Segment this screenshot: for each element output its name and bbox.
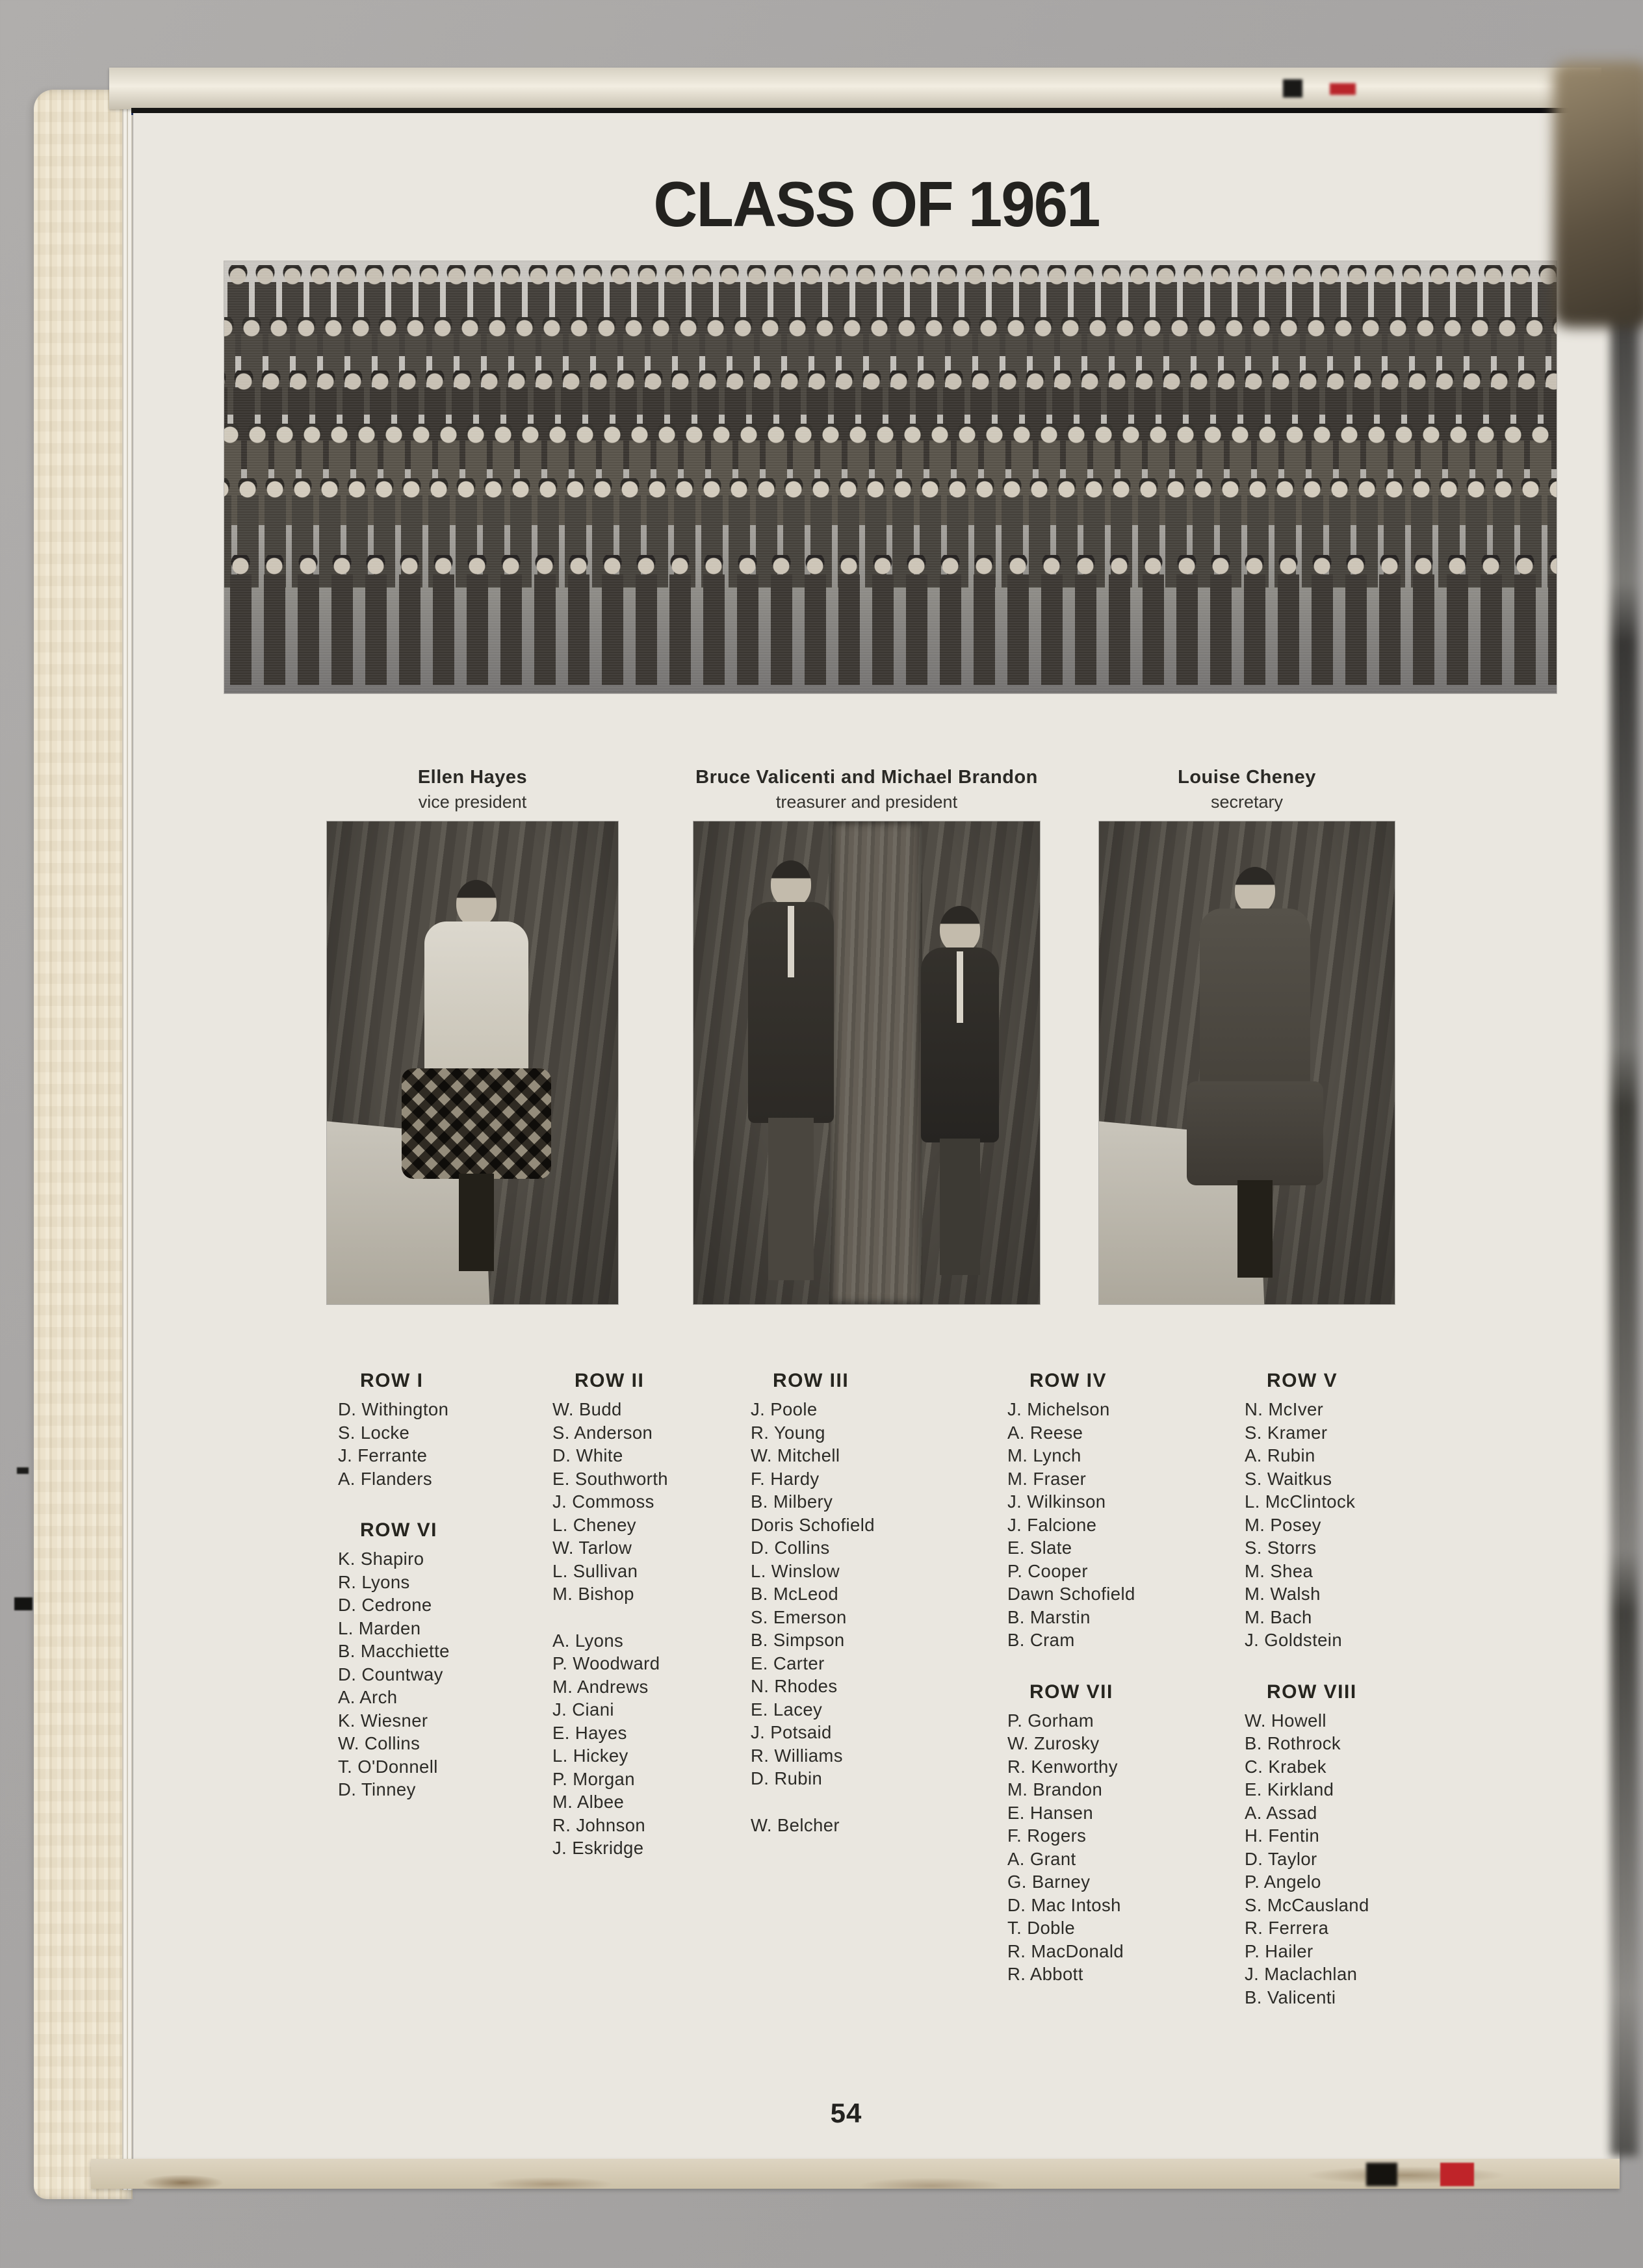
roster-name: M. Bishop [552,1584,634,1604]
roster-name: Doris Schofield [751,1514,875,1535]
roster-name: M. Albee [552,1792,625,1812]
roster-name: E. Hayes [552,1722,627,1743]
roster-name: L. Hickey [552,1746,628,1766]
roster-name: R. Johnson [552,1814,646,1835]
roster-section [1007,1369,1202,1652]
roster-section [751,1369,946,1836]
roster-name: D. Mac Intosh [1007,1894,1121,1915]
roster-section [1245,1681,1440,2009]
roster-name: P. Angelo [1245,1872,1321,1892]
roster-column [1245,1369,1440,2009]
roster-column [751,1369,946,1836]
roster-heading: ROW II [575,1370,645,1391]
caption-secretary [1099,764,1395,814]
roster-name: W. Tarlow [552,1538,632,1558]
roster-name: J. Ciani [552,1699,614,1720]
person-legs [1237,1180,1273,1278]
roster-group [1245,1709,1440,2009]
person-figure [405,880,548,1283]
portrait-photo-valicenti-brandon [693,821,1040,1304]
roster-group [1007,1398,1202,1652]
roster-group [751,1814,946,1837]
roster-name: D. Withington [338,1399,449,1419]
red-ink-mark [1330,83,1356,95]
person-head [456,880,497,927]
roster-heading: ROW III [773,1370,849,1391]
roster-name: W. Zurosky [1007,1733,1100,1753]
roster-group [338,1547,533,1801]
roster-name: S. McCausland [1245,1894,1369,1915]
roster-name: S. Waitkus [1245,1468,1332,1489]
roster-name: E. Southworth [552,1468,668,1489]
roster-name: P. Woodward [552,1653,660,1673]
roster-name: D. White [552,1445,623,1465]
roster-group [552,1398,747,1606]
roster-heading: ROW VIII [1267,1681,1357,1703]
roster-name: B. Cram [1007,1630,1075,1650]
roster-name: S. Kramer [1245,1422,1328,1443]
roster-name: A. Assad [1245,1802,1317,1823]
roster-section [1007,1681,1202,1986]
person-head [771,860,811,907]
roster-name: L. McClintock [1245,1491,1356,1512]
roster-name: D. Tinney [338,1779,416,1799]
red-ink-mark [1440,2163,1474,2186]
roster-column [1007,1369,1202,1986]
roster-name: G. Barney [1007,1872,1091,1892]
person-legs [768,1118,814,1280]
roster-name: A. Grant [1007,1848,1076,1869]
roster-name: A. Flanders [338,1468,433,1489]
ink-mark [1366,2163,1397,2186]
roster-name: P. Cooper [1007,1560,1088,1581]
class-group-photo [224,261,1557,693]
roster-name: T. Doble [1007,1918,1076,1938]
ink-mark [17,1467,29,1474]
roster-name: J. Poole [751,1399,818,1419]
roster-name: C. Krabek [1245,1756,1326,1777]
roster-name: D. Cedrone [338,1595,432,1615]
roster-name: D. Collins [751,1538,830,1558]
roster-name: R. Williams [751,1745,843,1766]
roster-name: M. Shea [1245,1560,1313,1581]
roster-name: J. Falcione [1007,1514,1097,1535]
tie [788,906,794,977]
roster-name: W. Howell [1245,1710,1326,1731]
roster-group [1245,1398,1440,1652]
person-figure [908,906,1012,1283]
yearbook-page [133,113,1620,2159]
roster-name: F. Hardy [751,1468,820,1489]
roster-heading: ROW VII [1029,1681,1113,1703]
roster-name: H. Fentin [1245,1825,1320,1846]
roster-name: A. Lyons [552,1630,624,1651]
roster-name: R. Abbott [1007,1964,1083,1984]
roster-section [338,1519,533,1801]
roster-name: R. Ferrera [1245,1918,1329,1938]
person-legs [940,1139,980,1275]
person-figure [1184,867,1326,1283]
person-torso [1200,908,1310,1090]
roster-name: R. Lyons [338,1571,410,1592]
roster-name: J. Wilkinson [1007,1491,1106,1512]
roster-name: L. Winslow [751,1560,840,1581]
roster-name: E. Slate [1007,1538,1072,1558]
roster-name: N. Rhodes [751,1676,838,1696]
roster-name: A. Reese [1007,1422,1083,1443]
skirt [1187,1081,1323,1185]
roster-name: J. Michelson [1007,1399,1110,1419]
roster-name: P. Hailer [1245,1940,1313,1961]
roster-group [338,1398,533,1490]
roster-name: W. Belcher [751,1814,840,1835]
book-page-stack-top [109,68,1601,109]
portrait-photo-louise-cheney [1099,821,1395,1304]
person-torso [424,921,528,1077]
roster-name: M. Andrews [552,1676,649,1697]
roster-name: M. Walsh [1245,1584,1321,1604]
officer-role: vice president [418,792,527,812]
roster-name: M. Lynch [1007,1445,1081,1465]
roster-name: B. Marstin [1007,1606,1091,1627]
roster-name: B. Macchiette [338,1641,450,1661]
roster-name: D. Rubin [751,1768,823,1788]
officer-role: secretary [1210,792,1284,812]
roster-column [552,1369,747,1860]
plaid-skirt [402,1068,551,1179]
roster-name: R. Kenworthy [1007,1756,1118,1777]
roster-name: K. Shapiro [338,1549,424,1569]
roster-name: D. Taylor [1245,1848,1317,1869]
caption-treasurer-president [693,764,1040,814]
roster-heading: ROW I [360,1370,424,1391]
roster-name: J. Commoss [552,1491,654,1512]
roster-name: B. Valicenti [1245,1987,1336,2007]
roster-heading: ROW VI [360,1519,437,1541]
page-title: CLASS OF 1961 [653,168,1100,240]
roster-name: B. Milbery [751,1491,833,1512]
officer-name: Bruce Valicenti and Michael Brandon [695,767,1038,788]
suit-torso [748,902,834,1123]
roster-name: A. Arch [338,1687,398,1707]
caption-vice-president [327,764,618,814]
roster-name: J. Goldstein [1245,1630,1343,1650]
roster-heading: ROW V [1267,1370,1338,1391]
roster-name: M. Bach [1245,1606,1312,1627]
person-head [940,906,980,953]
roster-name: R. Young [751,1422,825,1443]
roster-column [338,1369,533,1801]
halftone-texture [224,261,1557,693]
roster-name: K. Wiesner [338,1710,428,1731]
roster-section [338,1369,533,1490]
roster-name: W. Mitchell [751,1445,840,1465]
roster-name: A. Rubin [1245,1445,1315,1465]
roster-section [1245,1369,1440,1652]
roster-name: D. Countway [338,1664,443,1684]
roster-name: E. Hansen [1007,1802,1094,1823]
portrait-photo-ellen-hayes [327,821,618,1304]
roster-name: Dawn Schofield [1007,1584,1135,1604]
roster-section [552,1369,747,1860]
page-leaf-lines [122,97,133,2190]
roster-name: B. Simpson [751,1630,845,1650]
roster-name: F. Rogers [1007,1825,1087,1846]
roster-name: B. McLeod [751,1584,839,1604]
person-legs [459,1174,494,1271]
roster-name: E. Carter [751,1653,825,1673]
person-figure [732,860,849,1289]
roster-name: E. Kirkland [1245,1779,1334,1799]
roster-name: S. Emerson [751,1606,847,1627]
officer-role: treasurer and president [775,792,958,812]
roster-name: W. Collins [338,1733,420,1753]
roster-name: J. Maclachlan [1245,1964,1358,1984]
roster-name: M. Brandon [1007,1779,1103,1799]
ink-mark [1283,79,1302,97]
officer-name: Louise Cheney [1178,767,1316,788]
roster-name: E. Lacey [751,1699,823,1720]
roster-name: T. O'Donnell [338,1756,438,1777]
roster-name: S. Locke [338,1422,410,1443]
roster-name: P. Morgan [552,1768,635,1789]
roster-name: B. Rothrock [1245,1733,1341,1753]
roster-name: N. McIver [1245,1399,1324,1419]
ink-mark [14,1597,32,1610]
roster-name: J. Potsaid [751,1722,832,1742]
roster-heading: ROW IV [1029,1370,1107,1391]
officer-name: Ellen Hayes [417,767,528,788]
roster-name: M. Fraser [1007,1468,1087,1489]
roster-name: R. MacDonald [1007,1940,1124,1961]
facing-page-smear [1611,138,1638,2156]
book-corner-blur [1553,61,1643,328]
roster-name: L. Sullivan [552,1560,638,1581]
book-page-stack-left [34,90,133,2199]
roster-name: S. Anderson [552,1422,653,1443]
roster-name: M. Posey [1245,1514,1321,1535]
roster-group [552,1629,747,1860]
book-page-stack-bottom [91,2159,1620,2189]
roster-group [751,1398,946,1790]
roster-name: J. Ferrante [338,1445,428,1465]
person-head [1235,867,1275,914]
roster-name: P. Gorham [1007,1710,1094,1731]
roster-name: S. Storrs [1245,1538,1317,1558]
roster-name: W. Budd [552,1399,622,1419]
roster-group [1007,1709,1202,1986]
roster-name: J. Eskridge [552,1838,644,1858]
roster-name: L. Cheney [552,1514,636,1535]
roster-name: L. Marden [338,1617,421,1638]
page-number: 54 [830,2098,862,2128]
tie [957,951,963,1023]
suit-torso [921,947,999,1142]
